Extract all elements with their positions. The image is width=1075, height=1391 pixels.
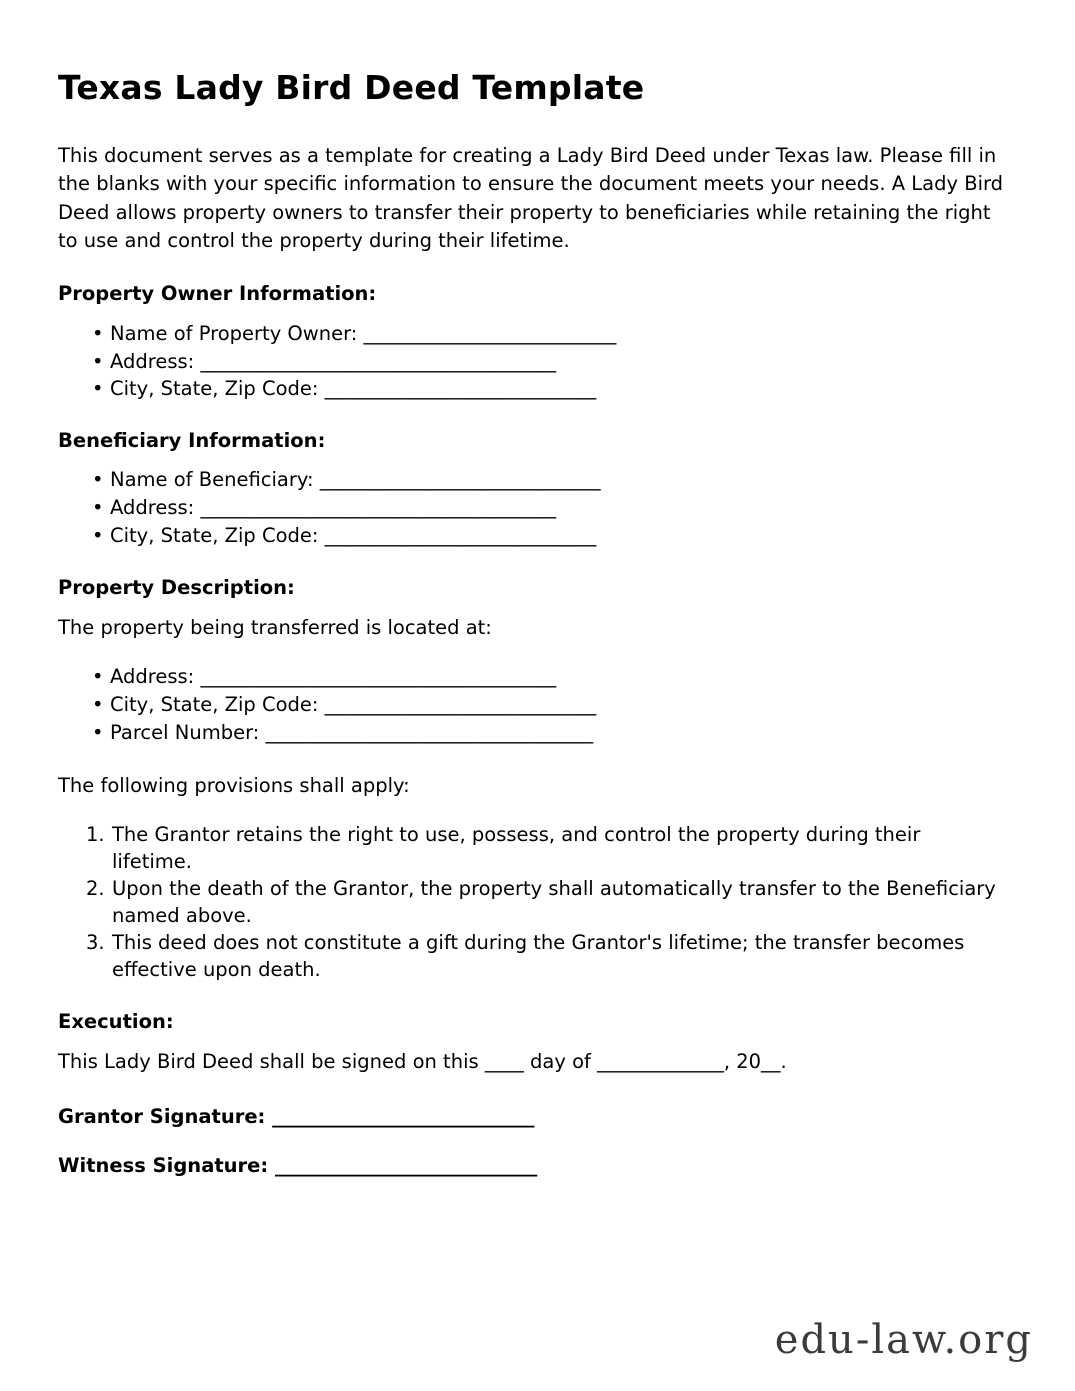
page-title: Texas Lady Bird Deed Template bbox=[58, 68, 645, 107]
list-item bbox=[58, 467, 1015, 493]
grantor-signature-line bbox=[58, 1103, 1015, 1130]
list-item bbox=[58, 692, 1015, 718]
field-label: Address: bbox=[110, 496, 201, 520]
field-blank: _____________________________ bbox=[324, 693, 596, 717]
list-item bbox=[58, 376, 1015, 402]
property-owner-field-list bbox=[58, 321, 1015, 402]
list-item bbox=[58, 321, 1015, 347]
field-blank: ______________________________________ bbox=[200, 496, 556, 520]
field-blank: _____________________________ bbox=[324, 377, 596, 401]
field-blank: ______________________________________ bbox=[200, 349, 556, 373]
list-item bbox=[58, 349, 1015, 375]
field-label: City, State, Zip Code: bbox=[110, 693, 325, 717]
provisions-lead-in: The following provisions shall apply: bbox=[58, 773, 410, 797]
list-item bbox=[58, 664, 1015, 690]
field-blank: ___________________________________ bbox=[265, 720, 593, 744]
field-label: Address: bbox=[110, 349, 201, 373]
field-label: City, State, Zip Code: bbox=[110, 377, 325, 401]
list-item bbox=[58, 495, 1015, 521]
field-label: Name of Property Owner: bbox=[110, 321, 364, 345]
field-blank: ______________________________ bbox=[319, 468, 601, 492]
field-label: Name of Beneficiary: bbox=[110, 468, 320, 492]
list-item: This deed does not constitute a gift during the Grantor's lifetime; the transfer becomes effective upon death. bbox=[112, 931, 965, 981]
field-blank: ______________________________________ bbox=[200, 665, 556, 689]
property-location-lead-in: The property being transferred is located at: bbox=[58, 615, 492, 639]
intro-paragraph: This document serves as a template for creating a Lady Bird Deed under Texas law. Please fill in the blanks with your specific information to ensure the document meets your needs. A Lady Bird Deed allows property owners to transfer their property to beneficiaries while retaining the right to use and control the property during their lifetime. bbox=[58, 143, 1004, 252]
section-heading-beneficiary: Beneficiary Information: bbox=[58, 429, 326, 453]
grantor-signature-label: Grantor Signature: bbox=[58, 1104, 273, 1128]
section-heading-execution: Execution: bbox=[58, 1010, 174, 1034]
field-blank: ___________________________ bbox=[363, 321, 616, 345]
site-watermark: edu-law.org bbox=[774, 1317, 1033, 1363]
section-heading-property-description: Property Description: bbox=[58, 575, 295, 599]
field-label: City, State, Zip Code: bbox=[110, 523, 325, 547]
list-item: The Grantor retains the right to use, possess, and control the property during their lifetime. bbox=[112, 823, 921, 873]
property-description-field-list bbox=[58, 664, 1015, 745]
section-heading-property-owner: Property Owner Information: bbox=[58, 282, 377, 306]
field-blank: _____________________________ bbox=[324, 523, 596, 547]
witness-signature-blank: ____________________________ bbox=[275, 1154, 537, 1178]
field-label: Address: bbox=[110, 665, 201, 689]
grantor-signature-blank: ____________________________ bbox=[272, 1104, 534, 1128]
list-item: Upon the death of the Grantor, the property shall automatically transfer to the Beneficiary named above. bbox=[112, 877, 996, 927]
field-label: Parcel Number: bbox=[110, 720, 266, 744]
beneficiary-field-list bbox=[58, 467, 1015, 548]
execution-statement: This Lady Bird Deed shall be signed on this ____ day of _____________, 20__. bbox=[58, 1050, 787, 1074]
provisions-list bbox=[58, 822, 1003, 983]
list-item bbox=[58, 523, 1015, 549]
witness-signature-line bbox=[58, 1152, 1015, 1179]
list-item bbox=[58, 720, 1015, 746]
witness-signature-label: Witness Signature: bbox=[58, 1154, 275, 1178]
